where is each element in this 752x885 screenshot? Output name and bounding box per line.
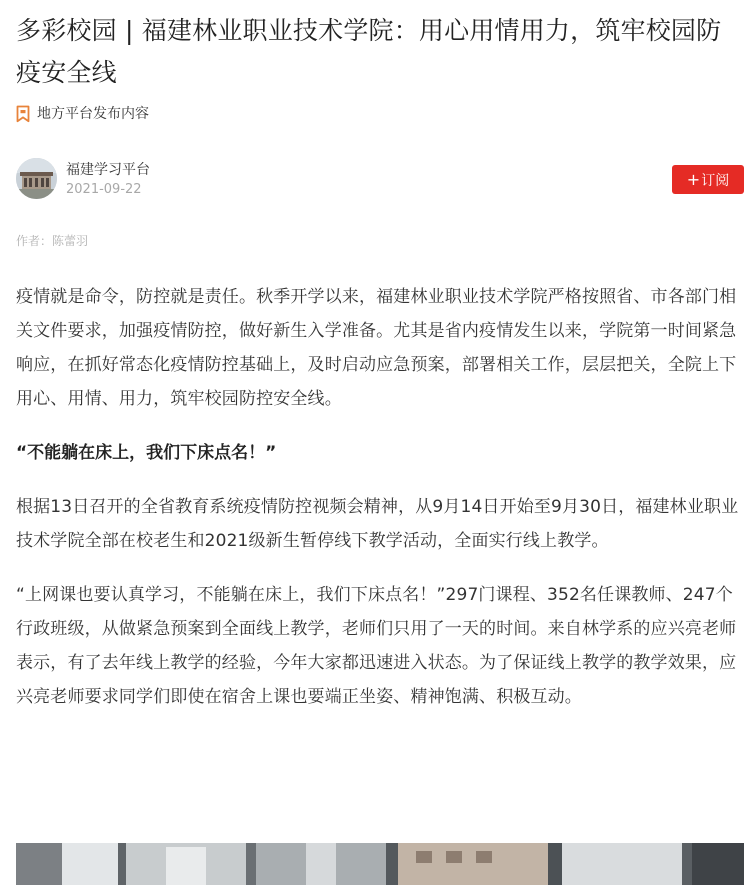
bookmark-icon [16, 105, 30, 123]
subscribe-label: 订阅 [701, 173, 730, 189]
source-badge [16, 103, 149, 125]
subscribe-button[interactable] [672, 165, 744, 194]
article-paragraph: 根据13日召开的全省教育系统疫情防控视频会精神，从9月14日开始至9月30日，福建林业职业技术学院全部在校老生和2021级新生暂停线下教学活动，全面实行线上教学。 [16, 497, 739, 551]
avatar[interactable] [16, 158, 57, 199]
article-body [16, 280, 744, 734]
publisher-row [16, 156, 744, 200]
source-badge-label: 地方平台发布内容 [37, 106, 149, 122]
plus-icon: + [686, 170, 701, 189]
publisher-name[interactable]: 福建学习平台 [66, 162, 150, 178]
article-subheading: “不能躺在床上，我们下床点名！” [16, 443, 277, 463]
article-title: 多彩校园 | 福建林业职业技术学院：用心用情用力，筑牢校园防疫安全线 [16, 16, 722, 87]
publish-date: 2021-09-22 [66, 182, 142, 197]
article-paragraph: 疫情就是命令，防控就是责任。秋季开学以来，福建林业职业技术学院严格按照省、市各部门相关文件要求，加强疫情防控，做好新生入学准备。尤其是省内疫情发生以来，学院第一时间紧急响应，在抓好常态化疫情防控基础上，及时启动应急预案，部署相关工作，层层把关，全院上下用心、用情、用力，筑牢校园防控安全线。 [16, 287, 737, 409]
article-paragraph: “上网课也要认真学习，不能躺在床上，我们下床点名！”297门课程、352名任课教师、247个行政班级，从做紧急预案到全面线上教学，老师们只用了一天的时间。来自林学系的应兴亮老师表示，有了去年线上教学的经验，今年大家都迅速进入状态。为了保证线上教学的教学效果，应兴亮老师要求同学们即使在宿舍上课也要端正坐姿、精神饱满、积极互动。 [16, 585, 737, 707]
author-line: 作者：陈蕾羽 [16, 234, 89, 248]
article-photo [16, 843, 744, 885]
